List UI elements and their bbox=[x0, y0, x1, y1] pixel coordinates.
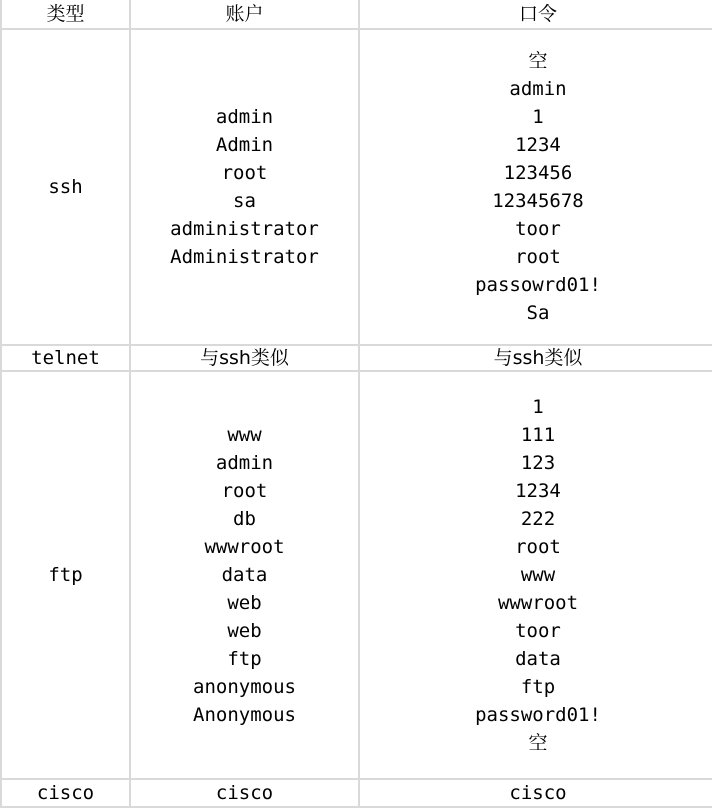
account-value: root bbox=[221, 480, 268, 502]
account-value: Admin bbox=[215, 134, 274, 156]
password-value: 123 bbox=[520, 452, 556, 474]
account-value: admin bbox=[215, 106, 274, 128]
header-account: 账户 bbox=[130, 0, 359, 29]
account-value: wwwroot bbox=[204, 536, 285, 558]
account-value: web bbox=[227, 620, 262, 642]
table-row-telnet bbox=[1, 345, 712, 371]
account-cell: cisco bbox=[130, 779, 359, 807]
type-cell: ssh bbox=[1, 29, 130, 345]
table-row-ssh bbox=[1, 29, 712, 345]
password-value: password01! bbox=[475, 704, 601, 726]
account-value: www bbox=[227, 424, 262, 446]
password-value: www bbox=[520, 564, 556, 586]
password-value: 空 bbox=[528, 732, 548, 754]
password-value: 1 bbox=[532, 106, 544, 128]
password-list bbox=[360, 47, 712, 327]
password-cell: cisco bbox=[359, 779, 712, 807]
table-row-ftp bbox=[1, 371, 712, 779]
account-list bbox=[131, 421, 358, 729]
account-value: web bbox=[227, 592, 262, 614]
type-cell: telnet bbox=[1, 345, 130, 371]
account-value: ftp bbox=[227, 648, 262, 670]
table-row-cisco bbox=[1, 779, 712, 807]
account-value: anonymous bbox=[193, 676, 296, 698]
password-value: wwwroot bbox=[497, 592, 579, 614]
password-value: 111 bbox=[520, 424, 556, 446]
account-value: data bbox=[221, 564, 268, 586]
password-value: toor bbox=[515, 218, 561, 240]
password-value: root bbox=[515, 246, 561, 268]
password-value: data bbox=[515, 648, 561, 670]
account-value: sa bbox=[233, 190, 256, 212]
table-header-row bbox=[1, 0, 712, 29]
password-value: toor bbox=[515, 620, 561, 642]
password-value: 空 bbox=[528, 50, 548, 72]
password-value: 1 bbox=[532, 396, 544, 418]
account-value: administrator bbox=[170, 218, 319, 240]
password-list bbox=[360, 393, 712, 757]
password-value: 123456 bbox=[503, 162, 573, 184]
password-value: 12345678 bbox=[492, 190, 584, 212]
password-value: ftp bbox=[520, 676, 556, 698]
password-value: 222 bbox=[520, 508, 556, 530]
type-cell: cisco bbox=[1, 779, 130, 807]
password-cell bbox=[359, 371, 712, 779]
password-value: 1234 bbox=[515, 480, 561, 502]
account-value: Administrator bbox=[170, 246, 319, 268]
password-value: 1234 bbox=[515, 134, 561, 156]
account-cell: 与ssh类似 bbox=[130, 345, 359, 371]
password-value: admin bbox=[509, 78, 567, 100]
password-value: Sa bbox=[526, 302, 550, 324]
header-password: 口令 bbox=[359, 0, 712, 29]
password-value: root bbox=[515, 536, 561, 558]
account-list bbox=[131, 103, 358, 271]
account-value: db bbox=[233, 508, 256, 530]
password-value: passowrd01! bbox=[475, 274, 601, 296]
account-cell bbox=[130, 29, 359, 345]
header-type: 类型 bbox=[1, 0, 130, 29]
type-cell: ftp bbox=[1, 371, 130, 779]
account-value: root bbox=[221, 162, 268, 184]
password-cell bbox=[359, 29, 712, 345]
account-cell bbox=[130, 371, 359, 779]
password-cell: 与ssh类似 bbox=[359, 345, 712, 371]
account-value: Anonymous bbox=[193, 704, 296, 726]
account-value: admin bbox=[215, 452, 274, 474]
